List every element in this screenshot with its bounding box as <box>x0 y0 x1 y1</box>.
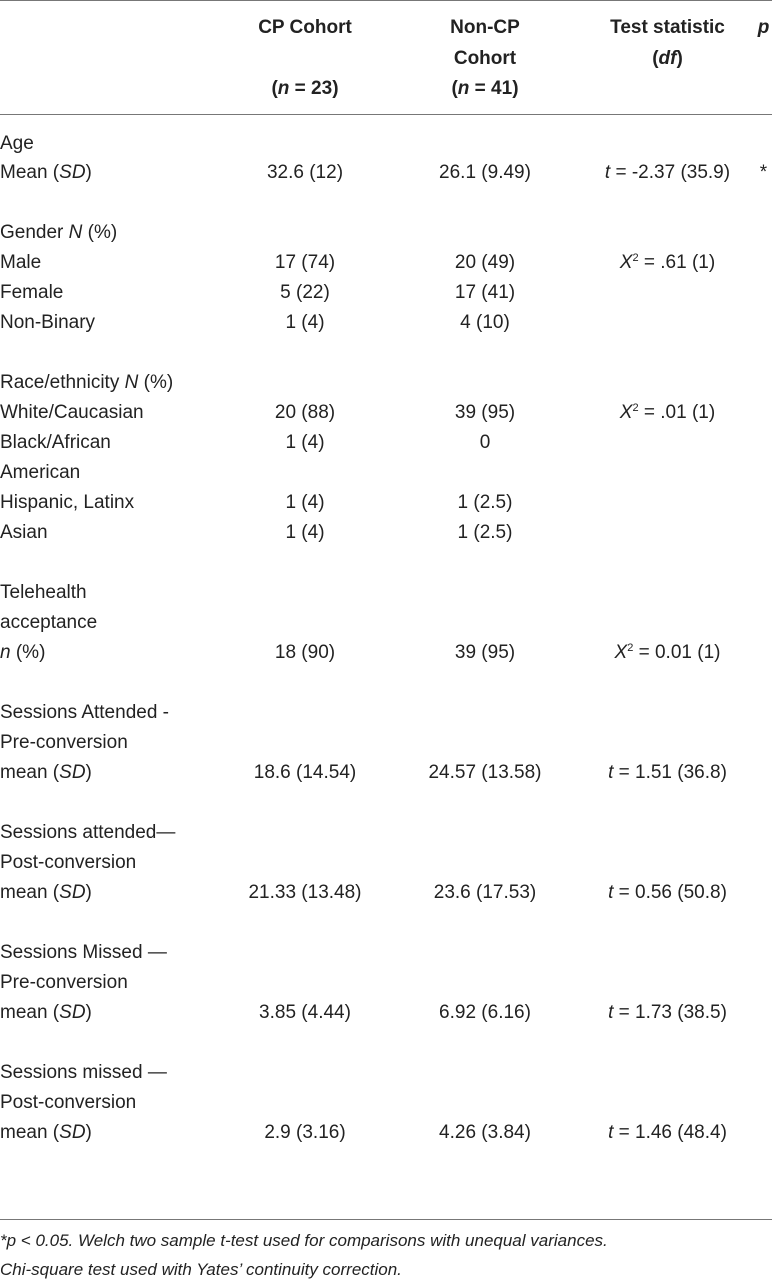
row-label-race: Race/ethnicity N (%) <box>0 372 174 393</box>
cell-sap-noncp: 24.57 (13.58) <box>428 762 542 783</box>
row-label-smp-1: Sessions Missed — <box>0 942 167 963</box>
header-df: (df) <box>652 48 683 69</box>
row-label-sapo-1: Sessions attended— <box>0 822 176 843</box>
row-label-nonbinary: Non-Binary <box>0 312 96 333</box>
cell-age-cp: 32.6 (12) <box>266 162 344 183</box>
cell-gender-test: $X^2 = .61$ (1) <box>619 252 716 273</box>
header-cp-cohort: CP Cohort <box>258 17 352 38</box>
row-label-sap-2: Pre-conversion <box>0 732 128 753</box>
cell-age-p: * <box>759 162 768 183</box>
cell-telehealth-cp: 18 (90) <box>274 642 336 663</box>
cell-hispanic-noncp: 1 (2.5) <box>457 492 513 513</box>
row-label-black-2: American <box>0 462 81 483</box>
cell-hispanic-cp: 1 (4) <box>285 492 325 513</box>
header-noncp-line1: Non-CP <box>450 17 520 38</box>
row-label-smpo-3: mean (SD) <box>0 1122 92 1143</box>
cell-nonbinary-cp: 1 (4) <box>285 312 325 333</box>
cell-asian-cp: 1 (4) <box>285 522 325 543</box>
cell-smpo-cp: 2.9 (3.16) <box>264 1122 346 1143</box>
row-label-age: Age <box>0 133 34 154</box>
cell-sapo-noncp: 23.6 (17.53) <box>433 882 537 903</box>
header-cp-n: (n = 23) <box>271 78 339 99</box>
cell-male-noncp: 20 (49) <box>454 252 516 273</box>
cell-smp-test: t = 1.73 (38.5) <box>608 1002 727 1023</box>
cell-white-noncp: 39 (95) <box>454 402 516 423</box>
row-label-sapo-2: Post-conversion <box>0 852 137 873</box>
cell-sap-test: t = 1.51 (36.8) <box>608 762 727 783</box>
cell-asian-noncp: 1 (2.5) <box>457 522 513 543</box>
table-bottom-rule <box>0 1219 772 1220</box>
row-label-telehealth-3: n (%) <box>0 642 46 663</box>
header-p: p <box>757 17 770 38</box>
row-label-telehealth-2: acceptance <box>0 612 98 633</box>
cell-sap-cp: 18.6 (14.54) <box>253 762 357 783</box>
row-label-sap-3: mean (SD) <box>0 762 92 783</box>
row-label-female: Female <box>0 282 64 303</box>
cell-telehealth-noncp: 39 (95) <box>454 642 516 663</box>
cell-sapo-cp: 21.33 (13.48) <box>248 882 362 903</box>
cell-nonbinary-noncp: 4 (10) <box>460 312 510 333</box>
footnote-line-2: Chi-square test used with Yates’ continuity correction. <box>0 1260 402 1279</box>
row-label-smp-2: Pre-conversion <box>0 972 128 993</box>
row-label-smpo-1: Sessions missed — <box>0 1062 167 1083</box>
row-label-age-mean: Mean (SD) <box>0 162 92 183</box>
header-bottom-rule <box>0 114 772 115</box>
cell-age-test: t = -2.37 (35.9) <box>604 162 731 183</box>
row-label-smp-3: mean (SD) <box>0 1002 92 1023</box>
cell-black-cp: 1 (4) <box>285 432 325 453</box>
cell-sapo-test: t = 0.56 (50.8) <box>608 882 727 903</box>
row-label-sap-1: Sessions Attended - <box>0 702 169 723</box>
header-noncp-n: (n = 41) <box>451 78 519 99</box>
cell-race-test: $X^2 = .01$ (1) <box>619 402 716 423</box>
row-label-sapo-3: mean (SD) <box>0 882 92 903</box>
cell-black-noncp: 0 <box>479 432 491 453</box>
cell-female-noncp: 17 (41) <box>454 282 516 303</box>
cell-telehealth-test: $X^2 = 0.01$ (1) <box>614 642 721 663</box>
row-label-telehealth-1: Telehealth <box>0 582 87 603</box>
row-label-gender: Gender N (%) <box>0 222 118 243</box>
cell-smpo-noncp: 4.26 (3.84) <box>439 1122 531 1143</box>
row-label-male: Male <box>0 252 42 273</box>
cell-smp-cp: 3.85 (4.44) <box>259 1002 351 1023</box>
row-label-hispanic: Hispanic, Latinx <box>0 492 135 513</box>
cell-age-noncp: 26.1 (9.49) <box>439 162 531 183</box>
row-label-smpo-2: Post-conversion <box>0 1092 137 1113</box>
footnote-line-1: *p < 0.05. Welch two sample t-test used for comparisons with unequal variances. <box>0 1231 608 1250</box>
cell-male-cp: 17 (74) <box>274 252 336 273</box>
row-label-asian: Asian <box>0 522 48 543</box>
cell-smpo-test: t = 1.46 (48.4) <box>608 1122 727 1143</box>
cell-white-cp: 20 (88) <box>274 402 336 423</box>
row-label-white: White/Caucasian <box>0 402 144 423</box>
row-label-black-1: Black/African <box>0 432 111 453</box>
header-test-statistic: Test statistic <box>610 17 725 38</box>
cell-female-cp: 5 (22) <box>280 282 330 303</box>
header-noncp-line2: Cohort <box>453 48 517 69</box>
table-top-rule <box>0 0 772 1</box>
cell-smp-noncp: 6.92 (6.16) <box>439 1002 531 1023</box>
